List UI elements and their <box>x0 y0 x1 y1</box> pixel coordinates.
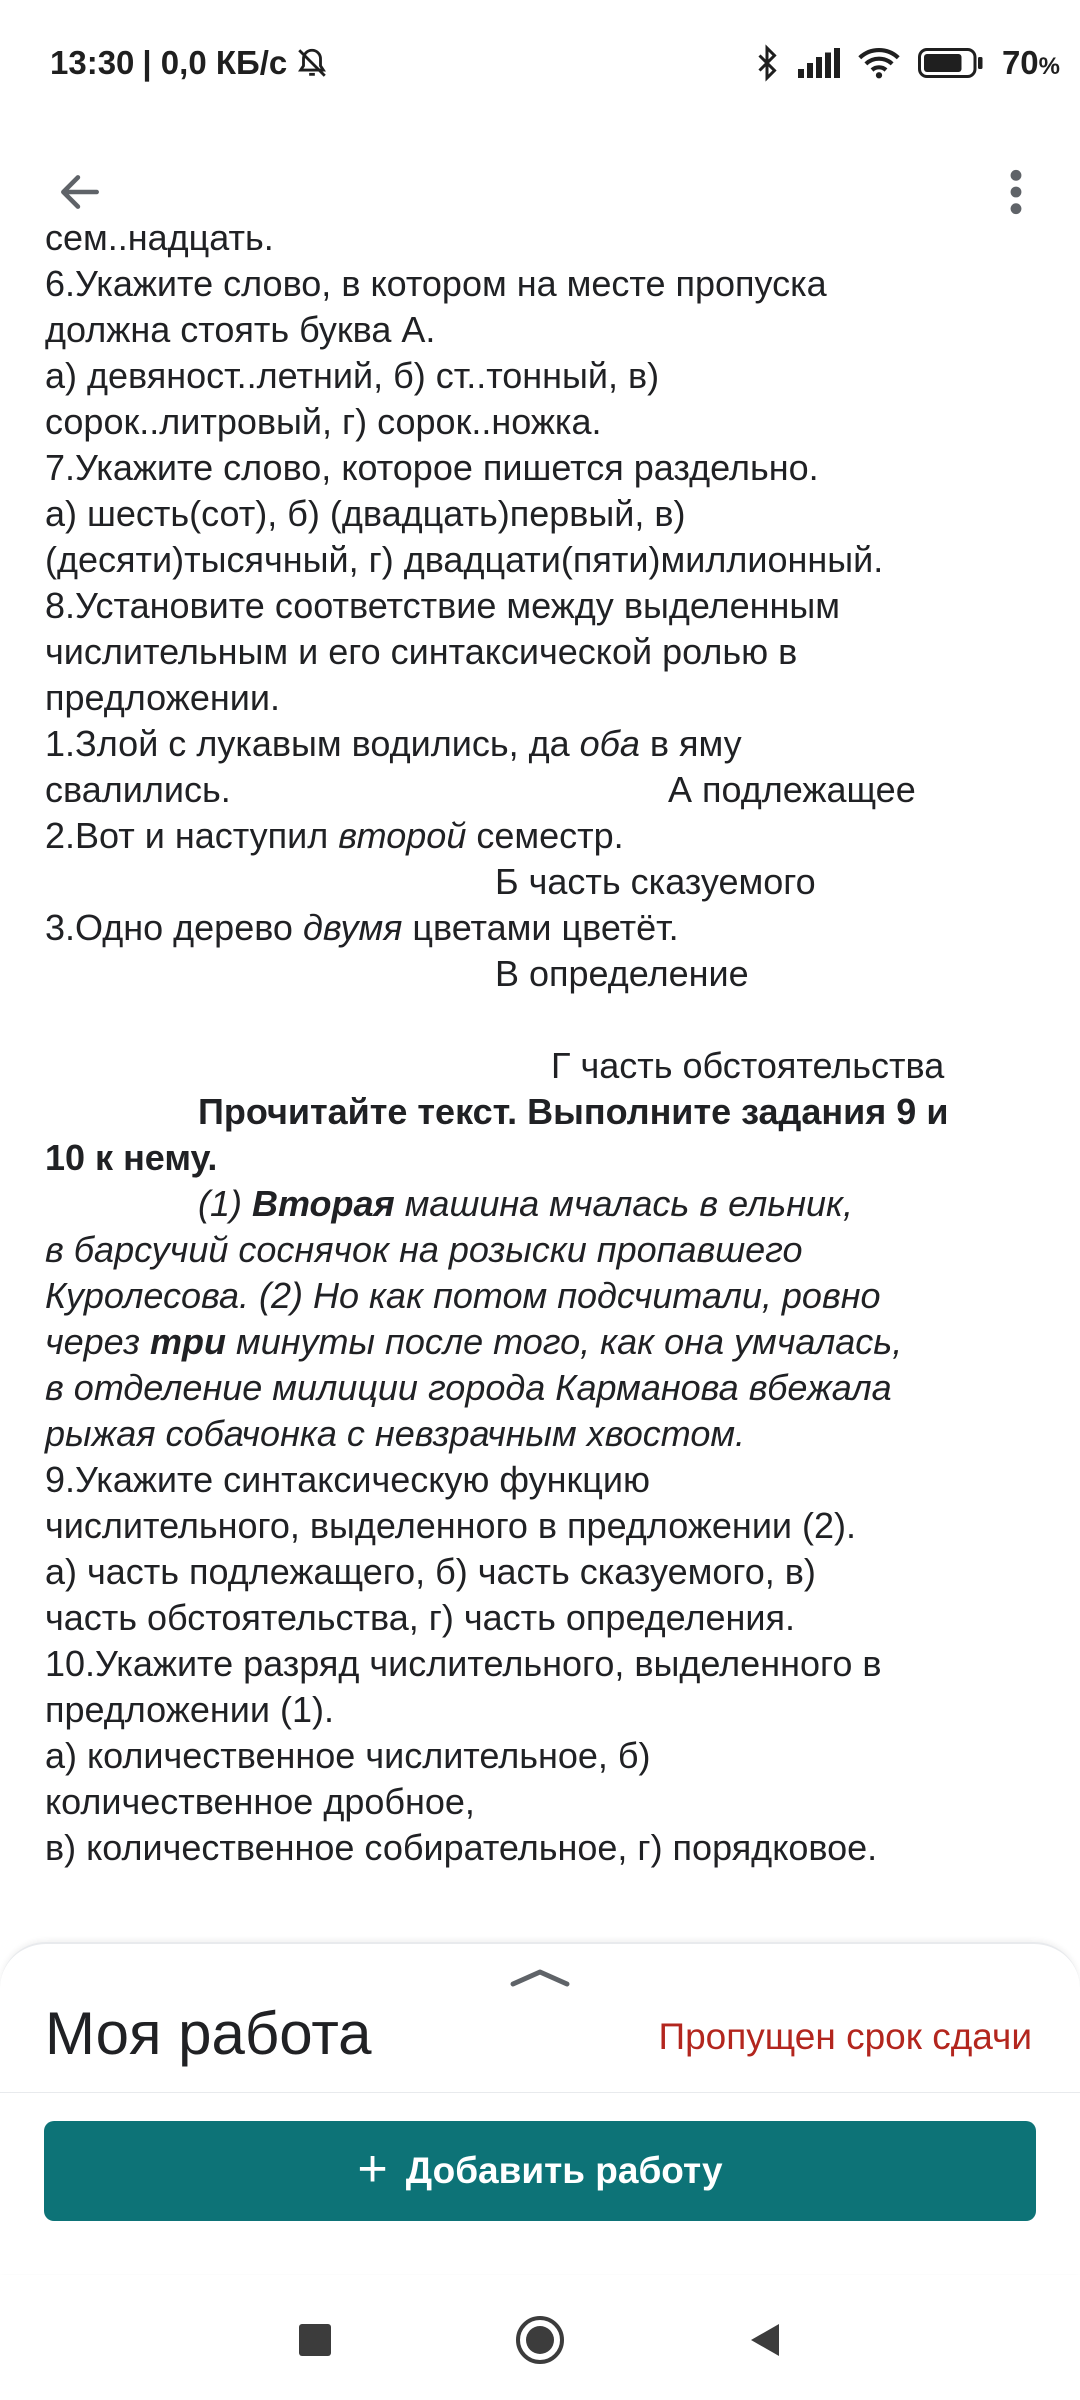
text-line: Прочитайте текст. Выполните задания 9 и <box>198 1091 949 1132</box>
text-line: в) количественное собирательное, г) порядковое. <box>45 1827 878 1868</box>
missing-status-badge: Пропущен срок сдачи <box>658 2016 1032 2057</box>
add-work-button[interactable] <box>44 2121 1036 2221</box>
text-line: 2.Вот и наступил второй семестр. <box>45 815 624 856</box>
text-line: свалились. А подлежащее <box>45 769 916 810</box>
text-line: должна стоять буква А. <box>45 309 436 350</box>
back-nav-icon[interactable] <box>730 2305 800 2375</box>
status-network-speed: | 0,0 КБ/с <box>142 44 288 81</box>
battery-level: 70% <box>1001 44 1060 81</box>
text-line: числительного, выделенного в предложении (2). <box>45 1505 857 1546</box>
text-line: В определение <box>495 953 749 994</box>
status-bar <box>0 0 1080 130</box>
status-right <box>754 44 1060 82</box>
text-line: в отделение милиции города Карманова вбежала <box>45 1367 892 1408</box>
text-line: Б часть сказуемого <box>495 861 816 902</box>
text-line: Куролесова. (2) Но как потом подсчитали, ровно <box>45 1275 881 1316</box>
text-line: 10.Укажите разряд числительного, выделенного в <box>45 1643 882 1684</box>
chevron-up-icon[interactable] <box>505 1960 575 1992</box>
empty-line <box>45 997 1060 1043</box>
my-work-title: Моя работа <box>45 2000 372 2067</box>
recents-icon[interactable] <box>280 2305 350 2375</box>
text-line: предложении (1). <box>45 1689 334 1730</box>
text-line: а) часть подлежащего, б) часть сказуемого, в) <box>45 1551 816 1592</box>
status-time: 13:30 <box>50 44 135 81</box>
text-line: часть обстоятельства, г) часть определения. <box>45 1597 796 1638</box>
do-not-disturb-icon <box>295 46 329 80</box>
text-line: а) девяност..летний, б) ст..тонный, в) <box>45 355 660 396</box>
battery-icon <box>918 47 984 79</box>
text-line: рыжая собачонка с невзрачным хвостом. <box>45 1413 746 1454</box>
text-line: а) шесть(сот), б) (двадцать)первый, в) <box>45 493 686 534</box>
text-line: предложении. <box>45 677 280 718</box>
my-work-sheet[interactable] <box>0 1942 1080 2274</box>
text-line: (десяти)тысячный, г) двадцати(пяти)миллионный. <box>45 539 884 580</box>
text-line: 1.Злой с лукавым водились, да оба в яму <box>45 723 742 764</box>
text-line: а) количественное числительное, б) <box>45 1735 651 1776</box>
bluetooth-icon <box>754 45 780 81</box>
text-line: Г часть обстоятельства <box>551 1045 945 1086</box>
text-line: (1) Вторая машина мчалась в ельник, <box>198 1183 854 1224</box>
text-line: сем..надцать. <box>45 217 274 258</box>
assignment-description <box>45 217 1060 1905</box>
text-line: сорок..литровый, г) сорок..ножка. <box>45 401 602 442</box>
text-line: количественное дробное, <box>45 1781 475 1822</box>
text-line: числительным и его синтаксической ролью в <box>45 631 798 672</box>
text-line: через три минуты после того, как она умчалась, <box>45 1321 903 1362</box>
text-line: 9.Укажите синтаксическую функцию <box>45 1459 651 1500</box>
text-line: 7.Укажите слово, которое пишется раздельно. <box>45 447 819 488</box>
text-line: 6.Укажите слово, в котором на месте пропуска <box>45 263 827 304</box>
text-line: 8.Установите соответствие между выделенным <box>45 585 841 626</box>
add-work-label: Добавить работу <box>405 2150 723 2191</box>
status-left <box>50 44 329 82</box>
text-line: 10 к нему. <box>45 1137 218 1178</box>
home-icon[interactable] <box>505 2305 575 2375</box>
text-line: 3.Одно дерево двумя цветами цветёт. <box>45 907 679 948</box>
plus-icon: + <box>357 2140 388 2198</box>
signal-icon <box>798 48 840 78</box>
divider <box>0 2092 1080 2093</box>
text-line: в барсучий соснячок на розыски пропавшего <box>45 1229 803 1270</box>
wifi-icon <box>858 47 900 79</box>
system-navigation-bar <box>0 2275 1080 2400</box>
